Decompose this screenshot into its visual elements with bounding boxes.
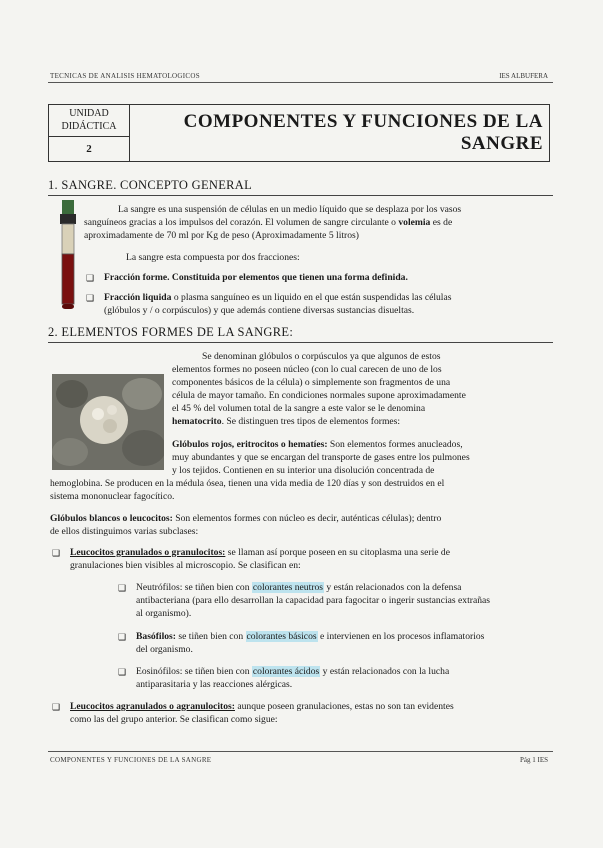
page-title <box>143 111 543 155</box>
agranulocitos-line-1: Leucocitos agranulados o agranulocitos: aunque poseen granulaciones, estas no son tan evidentes <box>70 701 454 712</box>
red-cell <box>56 380 88 408</box>
blood-cells-micrograph <box>52 374 164 470</box>
globulos-rojos-line-4: hemoglobina. Se producen en la médula ósea, tienen una vida media de 120 días y son destruidos en el <box>50 478 445 489</box>
footer-rule <box>48 751 553 752</box>
globulos-blancos-line-2: de ellos distinguimos varias subclases: <box>50 526 199 537</box>
globulos-rojos-line-1: Glóbulos rojos, eritrocitos o hematíes: Son elementos formes anucleados, <box>172 439 463 450</box>
basofilos-line-1: Basófilos: se tiñen bien con colorantes básicos e intervienen en los procesos inflamatorios <box>136 631 485 642</box>
formes-para-line-2: elementos formes no poseen núcleo (con lo cual carecen de uno de los <box>172 364 442 375</box>
tube-cap <box>62 200 74 214</box>
unit-divider <box>49 136 129 137</box>
bullet-icon: ❑ <box>118 667 127 677</box>
running-header-right: IES ALBUFERA <box>499 72 548 80</box>
bullet-icon: ❑ <box>86 293 95 303</box>
globulos-rojos-line-3: y los tejidos. Contienen en su interior una disolución concentrada de <box>172 465 435 476</box>
basofilos-line-2: del organismo. <box>136 644 193 655</box>
section-2-heading: 2. ELEMENTOS FORMES DE LA SANGRE: <box>48 325 294 339</box>
tube-bottom <box>62 304 74 309</box>
tube-plasma <box>62 224 74 254</box>
section-1-para-line-3: aproximadamente de 70 ml por Kg de peso (Aproximadamente 5 litros) <box>84 230 359 241</box>
eosinofilos-line-1: Eosinófilos: se tiñen bien con colorantes ácidos y están relacionados con la lucha <box>136 666 450 677</box>
blood-tube-image <box>56 200 80 310</box>
bullet-icon: ❑ <box>118 583 127 593</box>
neutrofilos-line-1: Neutrófilos: se tiñen bien con colorantes neutros y están relacionados con la defensa <box>136 582 462 593</box>
formes-para-line-1: Se denominan glóbulos o corpúsculos ya que algunos de estos <box>202 351 441 362</box>
running-footer-left: COMPONENTES Y FUNCIONES DE LA SANGRE <box>50 756 212 764</box>
bullet-icon: ❑ <box>86 273 95 283</box>
tube-ring <box>60 214 76 224</box>
tube-cells <box>62 254 74 304</box>
title-line-1: COMPONENTES Y FUNCIONES DE LA <box>183 111 543 132</box>
white-cell <box>80 396 128 444</box>
bullet-fraccion-liquida: Fracción liquida o plasma sanguíneo es un liquido en el que están suspendidas las células <box>104 292 452 303</box>
globulos-blancos-line-1: Glóbulos blancos o leucocitos: Son elementos formes con núcleo es decir, auténticas células); dentro <box>50 513 442 524</box>
globulos-rojos-line-2: muy abundantes y que se encargan del transporte de gases entre los pulmones <box>172 452 470 463</box>
agranulocitos-line-2: como las del grupo anterior. Se clasifican como sigue: <box>70 714 278 725</box>
unit-label: UNIDAD <box>69 108 109 119</box>
bullet-fraccion-forme: Fracción forme. Constituida por elementos que tienen una forma definida. <box>104 272 408 283</box>
globulos-rojos-line-5: sistema mononuclear fagocítico. <box>50 491 175 502</box>
formes-para-line-4: célula de mayor tamaño. En condiciones normales supone aproximadamente <box>172 390 466 401</box>
running-header-left: TECNICAS DE ANALISIS HEMATOLOGICOS <box>50 72 200 80</box>
granulocitos-line-2: granulaciones bien visibles al microscopio. Se clasifican en: <box>70 560 301 571</box>
header-rule <box>48 82 553 83</box>
bullet-icon: ❑ <box>118 632 127 642</box>
formes-para-line-5: el 45 % del volumen total de la sangre a este valor se le denomina <box>172 403 426 414</box>
red-cell <box>122 378 162 410</box>
white-cell-texture <box>103 419 117 433</box>
unit-label-2: DIDÁCTICA <box>61 121 117 132</box>
section-1-rule <box>48 195 553 196</box>
white-cell-texture <box>92 408 104 420</box>
neutrofilos-line-3: al organismo). <box>136 608 192 619</box>
bullet-icon: ❑ <box>52 702 61 712</box>
title-line-2: SANGRE <box>460 133 543 154</box>
unit-cell <box>49 105 130 161</box>
section-1-heading: 1. SANGRE. CONCEPTO GENERAL <box>48 178 253 192</box>
running-footer-right: Pág 1 IES <box>520 756 548 764</box>
eosinofilos-line-2: antiparasitaria y las reacciones alérgicas. <box>136 679 293 690</box>
section-1-para-line-2: sanguíneos gracias a los impulsos del corazón. El volumen de sangre circulante o volemia es de <box>84 217 453 228</box>
bullet-icon: ❑ <box>52 548 61 558</box>
red-cell <box>122 430 164 466</box>
section-1-intro: La sangre esta compuesta por dos fracciones: <box>126 252 300 263</box>
white-cell-texture <box>107 405 117 415</box>
granulocitos-line-1: Leucocitos granulados o granulocitos: se llaman así porque poseen en su citoplasma una serie de <box>70 547 450 558</box>
bullet-fraccion-liquida-cont: (glóbulos y / o corpúsculos) y que además contiene diversas sustancias disueltas. <box>104 305 415 316</box>
formes-para-line-3: componentes básicos de la célula) o simplemente son fragmentos de una <box>172 377 451 388</box>
unit-number: 2 <box>86 143 92 155</box>
section-1-para-line-1: La sangre es una suspensión de células en un medio líquido que se desplaza por los vasos <box>118 204 462 215</box>
unit-title-box <box>48 104 550 162</box>
red-cell <box>52 438 88 466</box>
neutrofilos-line-2: antibacteriana (para ello desarrollan la capacidad para fagocitar o ingerir sustancias extrañas <box>136 595 490 606</box>
section-2-rule <box>48 342 553 343</box>
formes-para-line-6: hematocrito. Se distinguen tres tipos de elementos formes: <box>172 416 401 427</box>
